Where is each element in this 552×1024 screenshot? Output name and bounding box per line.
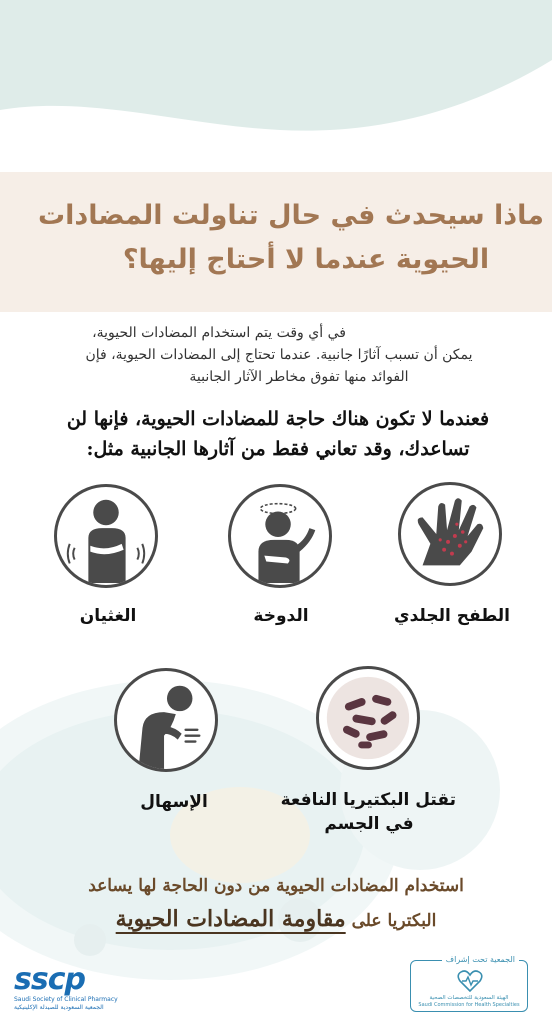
bottom-message-prefix: البكتريا على	[351, 911, 437, 931]
page-title-line1: ماذا سيحدث في حال تناولت المضادات	[37, 200, 545, 231]
sscp-logo	[14, 964, 144, 1014]
intro-line: الفوائد منها تفوق مخاطر الآثار الجانبية	[189, 369, 409, 385]
warning-line: تساعدك، وقد تعاني فقط من آثارها الجانبية مثل:	[86, 438, 470, 460]
hand-rash-icon	[398, 482, 502, 586]
dizzy-person-icon	[228, 484, 332, 588]
side-effect-label-bacteria	[282, 788, 456, 836]
supervision-label: الجمعية تحت إشراف	[442, 955, 519, 964]
antibiotic-resistance-emphasis: مقاومة المضادات الحيوية	[115, 906, 346, 932]
bottom-message-line2	[30, 900, 522, 940]
sscp-logo-subtitle-en: Saudi Society of Clinical Pharmacy	[14, 996, 118, 1003]
scfhs-logo	[410, 955, 528, 1012]
nauseous-person-icon	[54, 484, 158, 588]
bottom-message-line1: استخدام المضادات الحيوية من دون الحاجة لها يساعد	[88, 876, 464, 896]
scfhs-name-ar: الهيئة السعودية للتخصصات الصحية	[429, 995, 509, 1001]
scfhs-name-en: Saudi Commission for Health Specialties	[418, 1002, 520, 1008]
intro-line: يمكن أن تسبب آثارًا جانبية. عندما تحتاج إلى المضادات الحيوية، فإن	[85, 347, 473, 363]
bottom-message	[30, 872, 522, 940]
side-effect-label-nausea: الغثيان	[79, 606, 137, 626]
diarrhea-person-icon	[114, 668, 218, 772]
side-effect-label-rash: الطفح الجلدي	[394, 606, 510, 626]
side-effect-label-bacteria-line1: تقتل البكتيريا النافعة	[280, 790, 456, 810]
scfhs-heart-icon	[457, 969, 483, 993]
sscp-logo-text: sscp	[14, 962, 85, 997]
sscp-logo-subtitle-ar: الجمعية السعودية للصيدلة الإكلينيكية	[14, 1004, 104, 1011]
warning-line: فعندما لا تكون هناك حاجة للمضادات الحيوية، فإنها لن	[66, 408, 490, 430]
side-effect-label-diarrhea: الإسهال	[140, 792, 208, 812]
intro-line: في أي وقت يتم استخدام المضادات الحيوية،	[92, 325, 346, 341]
side-effect-label-bacteria-line2: في الجسم	[324, 814, 414, 834]
bacteria-icon	[316, 666, 420, 770]
warning-paragraph	[20, 404, 536, 464]
top-wave-decoration	[0, 0, 552, 160]
page-title-line2: الحيوية عندما لا أحتاج إليها؟	[122, 244, 490, 275]
title-band	[0, 172, 552, 312]
intro-paragraph	[24, 322, 534, 388]
side-effect-label-dizziness: الدوخة	[253, 606, 309, 626]
